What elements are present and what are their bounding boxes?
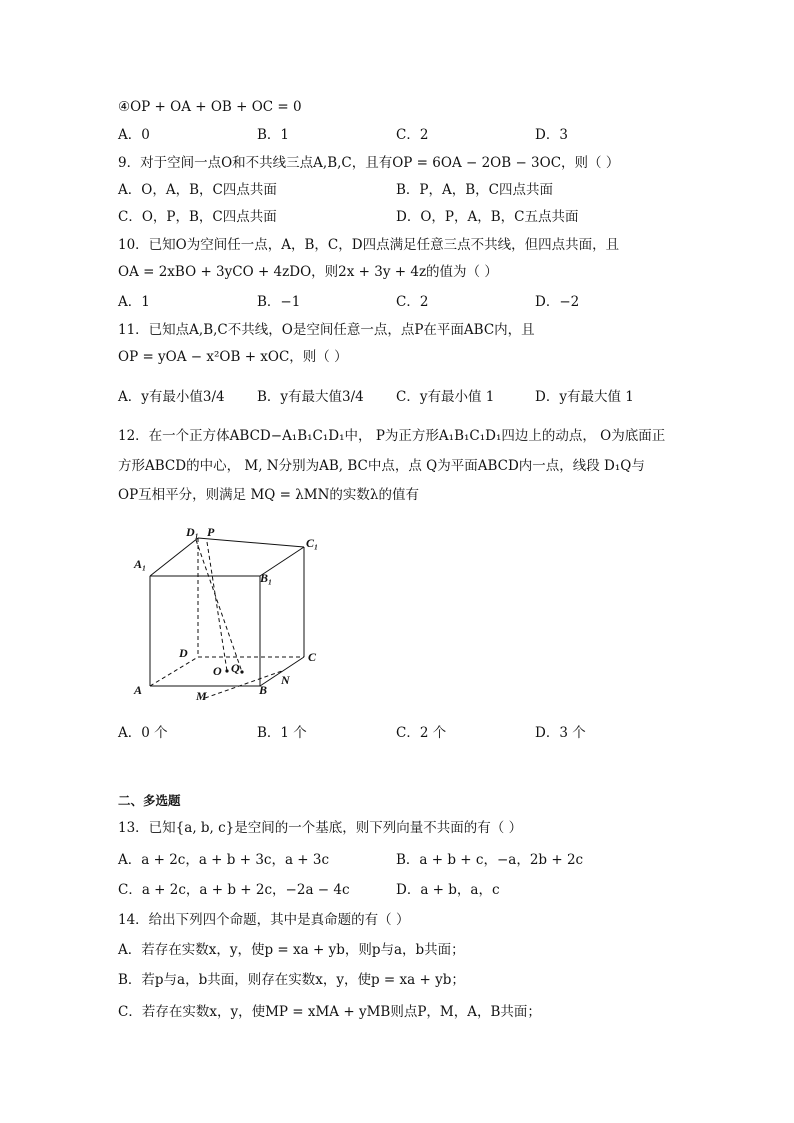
label-p: P: [207, 525, 215, 539]
q13-option-d: D．a + b，a，c: [396, 882, 500, 898]
q14-option-a: A．若存在实数x，y，使p = xa + yb，则p与a，b共面；: [118, 942, 465, 958]
q13-option-b: B．a + b + c，−a，2b + 2c: [396, 852, 584, 868]
q8-item-4: ④OP + OA + OB + OC = 0: [118, 99, 302, 115]
q12-option-a: A．0 个: [118, 725, 168, 741]
label-b: B: [259, 683, 268, 697]
q10-option-b: B．−1: [257, 294, 301, 310]
q8-option-a: A．0: [118, 127, 150, 143]
q11-stem-2: OP = yOA − x²OB + xOC，则（ ）: [118, 349, 348, 365]
q14-stem: 14．给出下列四个命题，其中是真命题的有（ ）: [118, 912, 410, 928]
q8-option-c: C．2: [396, 127, 429, 143]
label-a1: A₁: [134, 557, 147, 571]
q8-option-b: B．1: [257, 127, 290, 143]
label-q: Q: [231, 661, 240, 675]
q12-stem-2: 方形ABCD的中心， M, N分别为AB, BC中点，点 Q为平面ABCD内一点，线段 D₁Q与: [118, 458, 645, 474]
label-d1: D₁: [186, 525, 199, 539]
q14-option-c: C．若存在实数x，y，使MP = xMA + yMB则点P，M，A，B共面；: [118, 1004, 541, 1020]
label-c1: C₁: [306, 536, 319, 550]
q12-option-d: D．3 个: [535, 725, 586, 741]
label-n: N: [281, 673, 290, 687]
q11-option-a: A．y有最小值3/4: [118, 389, 225, 405]
cube-figure: [118, 520, 348, 710]
q10-option-d: D．−2: [535, 294, 580, 310]
q11-stem-1: 11．已知点A,B,C不共线，O是空间任意一点，点P在平面ABC内，且: [118, 322, 535, 338]
label-a: A: [134, 683, 143, 697]
q13-option-c: C．a + 2c，a + b + 2c，−2a − 4c: [118, 882, 350, 898]
edge-d1-c1: [198, 538, 304, 547]
point-o: [225, 669, 228, 672]
q12-stem-3: OP互相平分，则满足 MQ = λMN的实数λ的值有: [118, 487, 419, 503]
q8-option-d: D．3: [535, 127, 568, 143]
q10-stem-2: OA = 2xBO + 3yCO + 4zDO，则2x + 3y + 4z的值为（ ）: [118, 264, 498, 280]
segment-d1-q: [196, 540, 242, 672]
label-o: O: [213, 664, 222, 678]
q11-option-c: C．y有最小值 1: [396, 389, 495, 405]
edge-a-d: [150, 657, 198, 686]
point-q: [240, 670, 243, 673]
q12-option-b: B．1 个: [257, 725, 307, 741]
q9-option-b: B．P，A，B，C四点共面: [396, 182, 554, 198]
segment-p-o: [207, 542, 227, 671]
q10-option-c: C．2: [396, 294, 429, 310]
q14-option-b: B．若p与a，b共面，则存在实数x，y，使p = xa + yb；: [118, 972, 465, 988]
q13-option-a: A．a + 2c，a + b + 3c，a + 3c: [118, 852, 330, 868]
q10-option-a: A．1: [118, 294, 150, 310]
edge-a1-d1: [150, 538, 198, 576]
label-m: M: [196, 689, 207, 703]
q9-option-c: C．O，P，B，C四点共面: [118, 209, 277, 225]
label-c: C: [308, 650, 317, 664]
q9-stem: 9．对于空间一点O和不共线三点A,B,C，且有OP = 6OA − 2OB − 3OC，则（ ）: [118, 155, 620, 171]
q12-stem-1: 12．在一个正方体ABCD−A₁B₁C₁D₁中， P为正方形A₁B₁C₁D₁四边上的动点， O为底面正: [118, 428, 666, 444]
q13-stem: 13．已知{a, b, c}是空间的一个基底，则下列向量不共面的有（ ）: [118, 820, 523, 836]
q12-option-c: C．2 个: [396, 725, 447, 741]
q11-option-d: D．y有最大值 1: [535, 389, 634, 405]
q11-option-b: B．y有最大值3/4: [257, 389, 364, 405]
q9-option-a: A．O，A，B，C四点共面: [118, 182, 277, 198]
q9-option-d: D．O，P，A，B，C五点共面: [396, 209, 579, 225]
section-title: 二、多选题: [118, 793, 181, 808]
q10-stem-1: 10．已知O为空间任一点，A，B，C，D四点满足任意三点不共线，但四点共面，且: [118, 237, 620, 253]
label-d: D: [179, 646, 188, 660]
label-b1: B₁: [260, 571, 273, 585]
